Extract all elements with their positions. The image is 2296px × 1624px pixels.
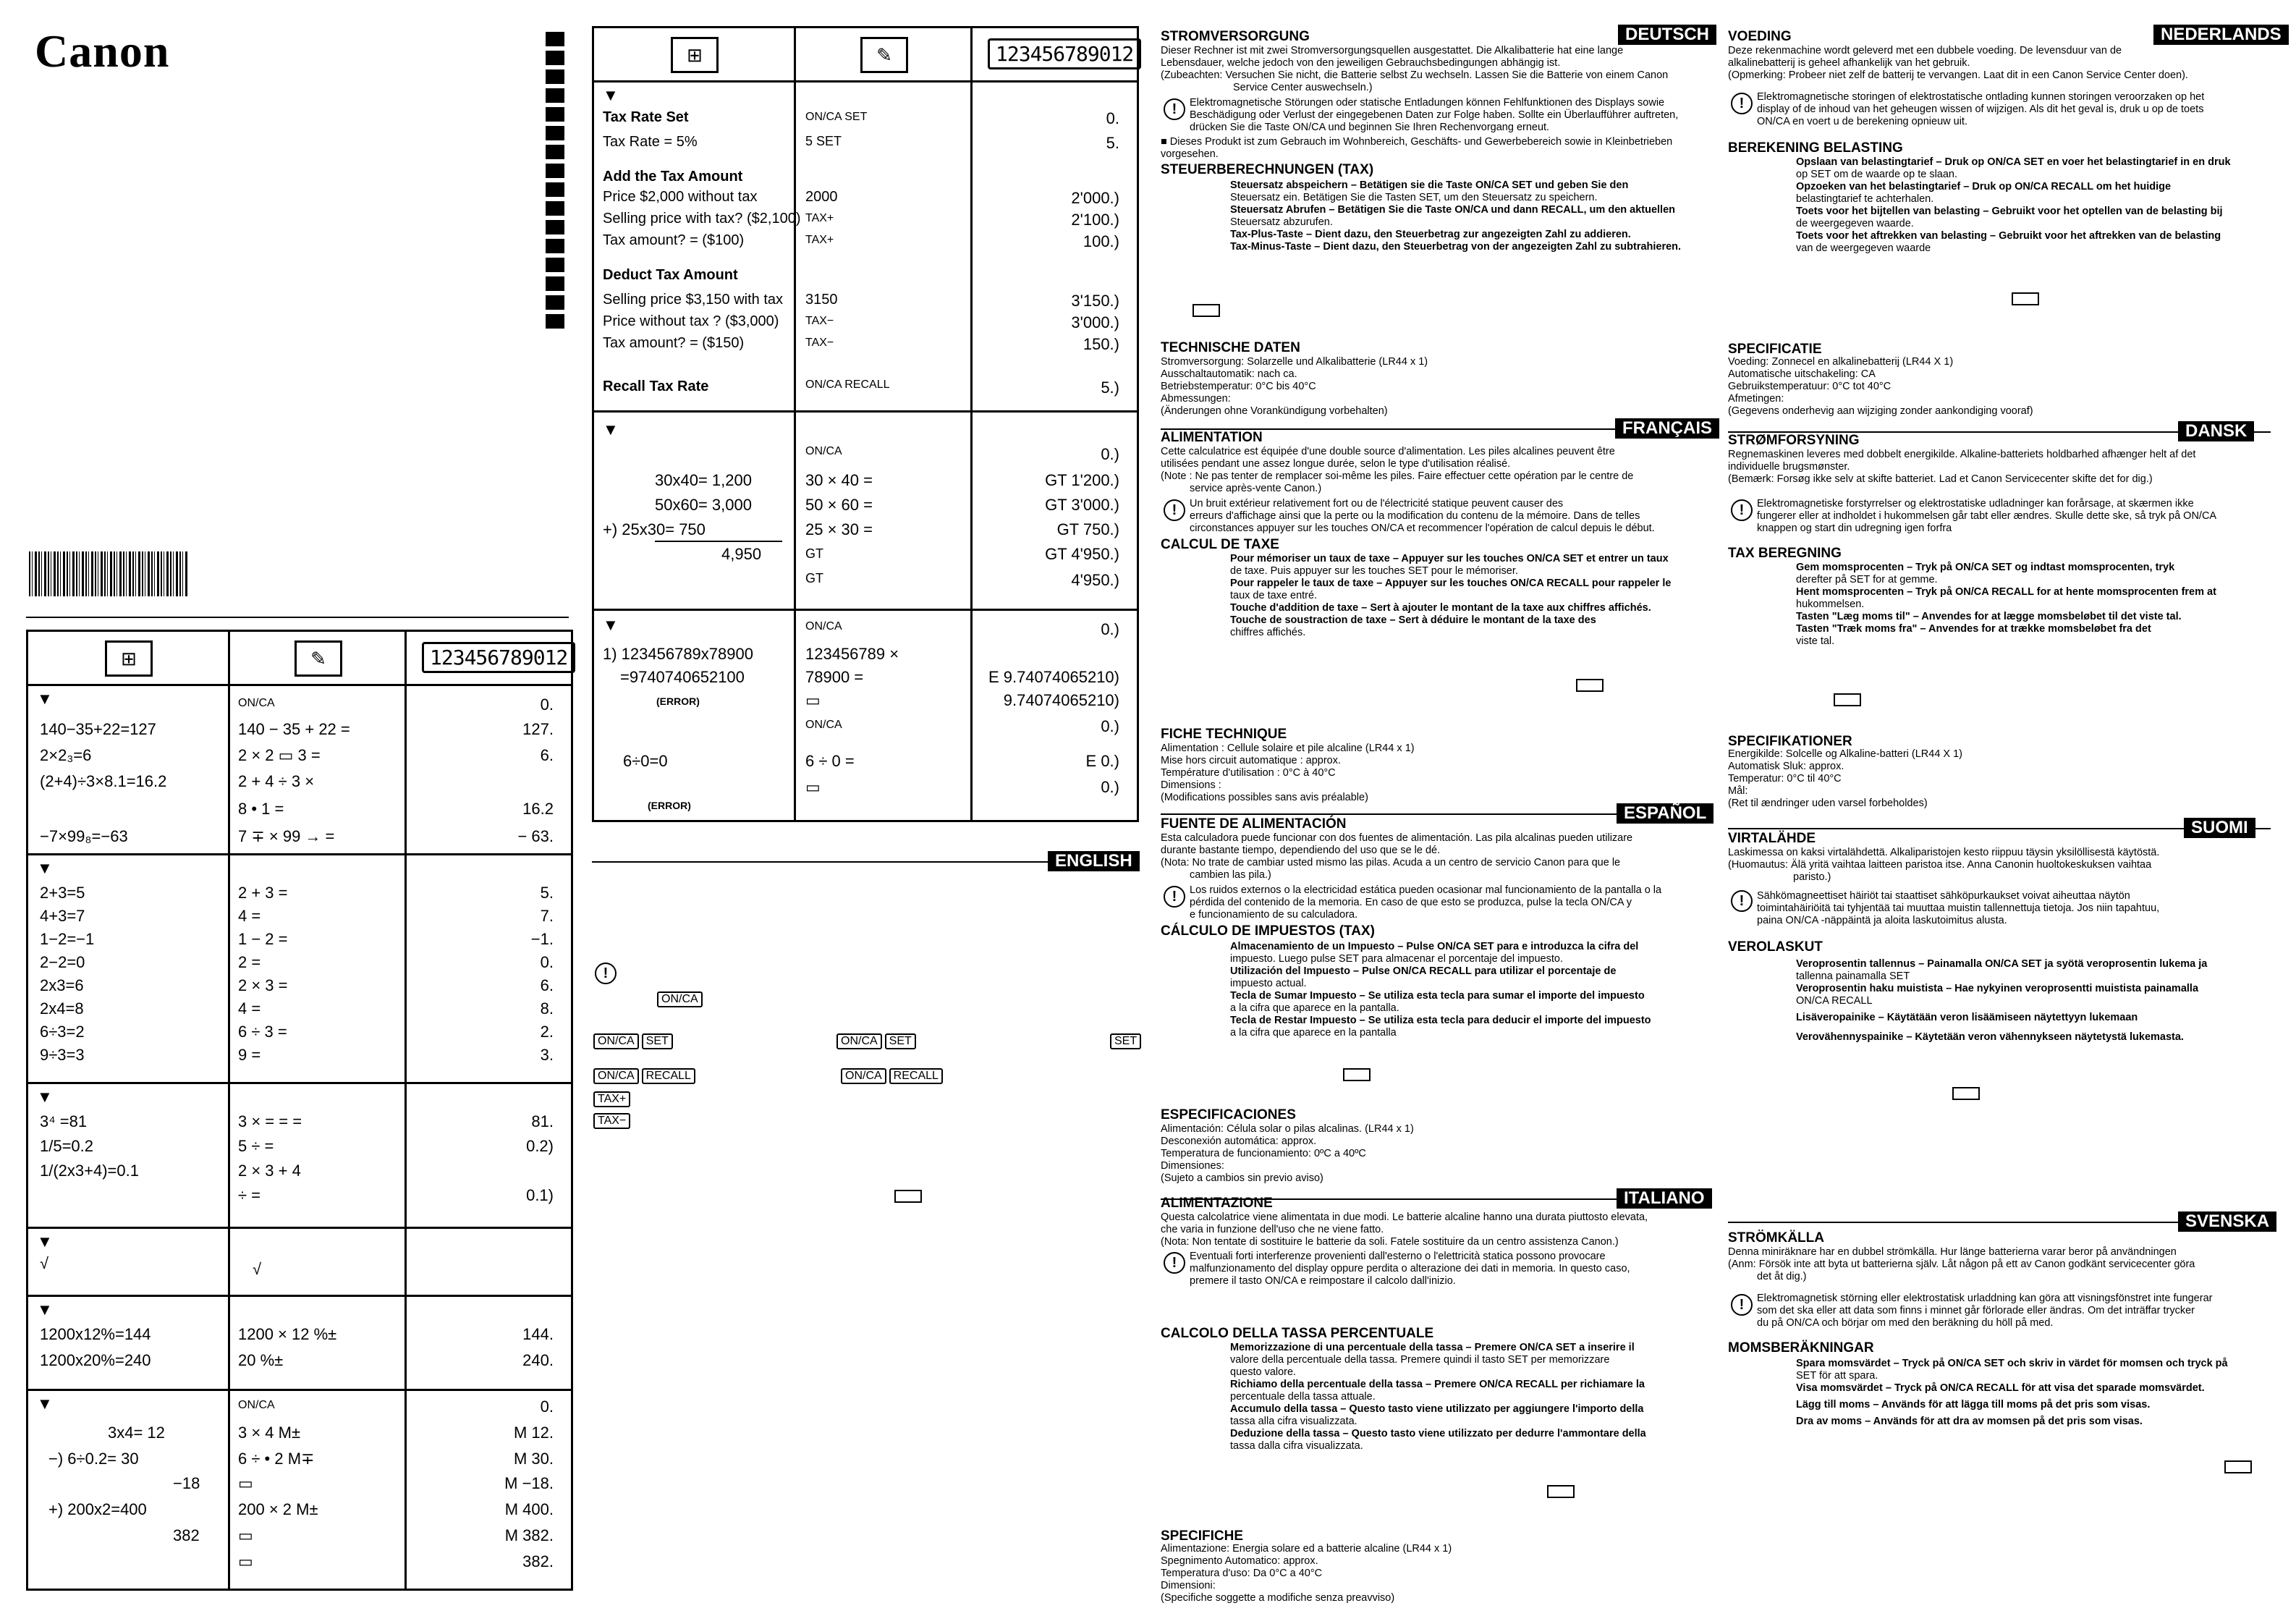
keys: ON/CA SET <box>805 111 868 123</box>
examples-table-left <box>26 630 573 1591</box>
key-on-ca: ON/CA <box>656 991 704 1007</box>
example: 140−35+22=127 <box>40 720 156 738</box>
keys: 3150 <box>805 292 838 308</box>
example: 1200x12%=144 <box>40 1325 151 1343</box>
keys: ON/CA <box>238 1399 275 1411</box>
display-value: 0.) <box>1101 717 1119 735</box>
lang-tag-svenska: SVENSKA <box>2178 1211 2276 1232</box>
display-value: 4'950.) <box>1071 571 1119 589</box>
es-heading-power: FUENTE DE ALIMENTACIÓN <box>1161 816 1347 832</box>
example: 2+3=5 <box>40 884 85 902</box>
sv-tax-text: Spara momsvärdet – Tryck på ON/CA SET och skriv in värdet för momsen och tryck på SET för att spara. Visa momsvärdet – Tryck på ON/CA RECALL för att visa det sparade momsvärdet. Lägg till moms – Används för att lägga till moms på det pris som visas. Dra av moms – Används för att dra av momsen på det pris som visas. <box>1796 1358 2228 1427</box>
display-value: 16.2 <box>522 800 554 818</box>
display-value: GT 4'950.) <box>1045 545 1119 563</box>
example: +) 25x30= 750 <box>603 520 706 538</box>
key-row-recall-left: ON/CA RECALL <box>592 1068 697 1084</box>
sum-rule <box>655 541 782 542</box>
key-row-recall-right: ON/CA RECALL <box>839 1068 944 1084</box>
section-marker: ▼ <box>37 1088 53 1106</box>
display-value: 144. <box>522 1325 554 1343</box>
keys: 2 + 3 = <box>238 884 288 902</box>
example: 6÷3=2 <box>40 1023 85 1041</box>
example: 1−2=−1 <box>40 930 95 948</box>
sv-heading-power: STRÖMKÄLLA <box>1728 1230 1824 1246</box>
da-spec-text: Energikilde: Solcelle og Alkaline-batteri (LR44 X 1) Automatisk Sluk: approx. Temperatur: 0°C til 40°C Mål: (Ret til ændringer uden varsel forbeholdes) <box>1728 748 1963 809</box>
example: 9÷3=3 <box>40 1046 85 1064</box>
display-value: 8. <box>540 999 554 1018</box>
display-value: M 382. <box>504 1526 554 1544</box>
example: 2x3=6 <box>40 976 84 994</box>
fi-heading-tax: VEROLASKUT <box>1728 939 1823 955</box>
example: (2+4)÷3×8.1=16.2 <box>40 772 167 790</box>
section-marker: ▼ <box>37 1232 53 1251</box>
examples-table-mid <box>592 26 1139 822</box>
keys: ON/CA RECALL <box>805 378 890 391</box>
display-value: M 12. <box>513 1424 554 1442</box>
keys: 140 − 35 + 22 = <box>238 720 350 738</box>
example: 382 <box>173 1526 200 1544</box>
it-heading-power: ALIMENTAZIONE <box>1161 1196 1273 1211</box>
fr-heading-power: ALIMENTATION <box>1161 430 1263 445</box>
fr-spec-text: Alimentation : Cellule solaire et pile alcaline (LR44 x 1) Mise hors circuit automatique : approx. Température d'utilisation : 0°C à 40°C Dimensions : (Modifications possibles sans avis préalable) <box>1161 743 1415 803</box>
display-value: −1. <box>530 930 554 948</box>
fr-tax-text: Pour mémoriser un taux de taxe – Appuyer sur les touches ON/CA SET et entrer un taux de taxe. Puis appuyer sur les touches SET pour le mémoriser. Pour rappeler le taux de taxe – Appuyer sur les touches ON/CA RECALL pour rappeler le taux de taxe entré. Touche d'addition de taxe – Sert à ajouter le montant de la taxe aux chiffres affichés. Touche de soustraction de taxe – Sert à déduire le montant de la taxe des chiffres affichés. <box>1230 553 1672 638</box>
pen-paper-icon: ✎ <box>860 37 908 73</box>
keys: 2 × 3 + 4 <box>238 1162 301 1180</box>
keys: 3 × = = = <box>238 1112 302 1130</box>
display-value: 5.) <box>1101 378 1119 397</box>
section-marker: ▼ <box>37 1301 53 1319</box>
keys: 50 × 60 = <box>805 496 873 514</box>
it-warning-text: Eventuali forti interferenze provenienti dall'esterno o l'elettricità statica possono provocare malfunzionamento del display oppure perdita o alterazione dei dati in memoria. In questo caso, premere il tasto ON/CA e reimpostare il calcolo dall'inizio. <box>1190 1251 1630 1287</box>
keys: 6 ÷ 0 = <box>805 752 855 770</box>
keys: 4 = <box>238 907 261 925</box>
display-value: 150.) <box>1083 335 1119 353</box>
keys: 2000 <box>805 189 838 205</box>
da-heading-tax: TAX BEREGNING <box>1728 546 1842 561</box>
example: 1) 123456789x78900 <box>603 645 753 663</box>
example: Tax amount? = ($150) <box>603 335 745 351</box>
display-value: 2'100.) <box>1071 211 1119 229</box>
fi-tax-text: Veroprosentin tallennus – Painamalla ON/CA SET ja syötä veroprosentin lukema ja tallenna painamalla SET Veroprosentin haku muistista – Hae nykyinen veroprosentti muistista painamalla ON/CA RECALL Lisäveropainike – Käytätään veron lisäämiseen näytettyyn lukemaan Verovähennyspainike – Käytetään veron vähennykseen näytetystä lukemasta. <box>1796 958 2208 1043</box>
display-value: 0. <box>540 695 554 714</box>
nl-heading-spec: SPECIFICATIE <box>1728 342 1822 357</box>
example: 2x4=8 <box>40 999 84 1018</box>
fr-heading-tax: CALCUL DE TAXE <box>1161 537 1279 552</box>
display-value: 0.) <box>1101 620 1119 638</box>
page-box <box>1834 693 1861 706</box>
it-heading-spec: SPECIFICHE <box>1161 1528 1244 1544</box>
display-value: 6. <box>540 746 554 764</box>
keys: TAX+ <box>805 234 834 246</box>
barcode <box>29 551 188 596</box>
display-value: 5. <box>1106 134 1119 152</box>
keys: ON/CA <box>805 620 842 633</box>
example: 30x40= 1,200 <box>655 471 752 489</box>
display-value: 3'150.) <box>1071 292 1119 310</box>
display-value: 7. <box>540 907 554 925</box>
nl-power-text: Deze rekenmachine wordt geleverd met een dubbele voeding. De levensduur van de alkalinebatterij is geheel afhankelijk van het gebruik. (Opmerking: Probeer niet zelf de batterij te vervangen. Laat dit in een Canon Service Center doen). <box>1728 45 2188 81</box>
lang-tag-espanol: ESPAÑOL <box>1617 803 1713 824</box>
de-power-text: Dieser Rechner ist mit zwei Stromversorgungsquellen ausgestattet. Die Alkalibatterie hat eine lange Lebensdauer, welche jedoch von den jeweiligen Gebrauchsbedingungen abhängig ist. (Zubeachten: Versuchen Sie nicht, die Batterie selbst Zu wechseln. Lassen Sie die Batterie von einem Canon Service Center auswechseln.) <box>1161 45 1669 93</box>
es-heading-tax: CÁLCULO DE IMPUESTOS (TAX) <box>1161 923 1375 939</box>
display-value: E 0.) <box>1085 752 1119 770</box>
de-heading-power: STROMVERSORGUNG <box>1161 29 1310 44</box>
nl-spec-text: Voeding: Zonnecel en alkalinebatterij (LR44 X 1) Automatische uitschakeling: CA Gebruikstemperatuur: 0°C tot 40°C Afmetingen: (Gegevens onderhevig aan wijziging zonder aankondiging vooraf) <box>1728 356 2033 417</box>
display-value: 100.) <box>1083 232 1119 250</box>
example: Price without tax ? ($3,000) <box>603 313 779 329</box>
lang-tag-deutsch: DEUTSCH <box>1618 25 1716 45</box>
display-value: 240. <box>522 1351 554 1369</box>
warning-icon: ! <box>1164 886 1185 908</box>
example: 2×2₃=6 <box>40 746 92 764</box>
section-marker: ▼ <box>603 86 619 104</box>
es-spec-text: Alimentación: Célula solar o pilas alcalinas. (LR44 x 1) Desconexión automática: approx. Temperatura de funcionamiento: 0ºC a 40ºC Dimensiones: (Sujeto a cambios sin previo aviso) <box>1161 1123 1414 1184</box>
display-value: 0. <box>540 953 554 971</box>
example: Tax Rate Set <box>603 109 689 125</box>
page-box <box>2224 1460 2252 1473</box>
it-spec-text: Alimentazione: Energia solare ed a batterie alcaline (LR44 x 1) Spegnimento Automatico: approx. Temperatura d'uso: Da 0°C a 40°C Dimensioni: (Specifiche soggette a modifiche senza preavviso) <box>1161 1543 1452 1604</box>
it-tax-text: Memorizzazione di una percentuale della tassa – Premere ON/CA SET a inserire il valore della percentuale della tassa. Premere quindi il tasto SET per memorizzare questo valore. Richiamo della percentuale della tassa – Premere ON/CA RECALL per richiamare la percentuale della tassa attuale. Accumulo della tassa – Questo tasto viene utilizzato per aggiungere l'importo della tassa alla cifra visualizzata. Deduzione della tassa – Questo tasto viene utilizzato per dedurre l'ammontare della tassa dalla cifra visualizzata. <box>1230 1342 1646 1452</box>
display-value: M −18. <box>504 1474 554 1492</box>
nl-warning-text: Elektromagnetische storingen of elektrostatische ontlading kunnen storingen veroorzaken op het display of de inhoud van het geheugen wissen of wijzigen. Als dit het geval is, druk u op de toets ON/CA en voert u de berekening opnieuw uit. <box>1757 91 2205 127</box>
es-tax-text: Almacenamiento de un Impuesto – Pulse ON/CA SET para e introduzca la cifra del impuesto. Luego pulse SET para almacenar el porcentaje del impuesto. Utilización del Impuesto – Pulse ON/CA RECALL para utilizar el porcentaje de impuesto actual. Tecla de Sumar Impuesto – Se utiliza esta tecla para sumar el importe del impuesto a la cifra que aparece en la pantalla. Tecla de Restar Impuesto – Se utiliza esta tecla para deducir el importe del impuesto a la cifra que aparece en la pantalla <box>1230 941 1651 1039</box>
example: 2−2=0 <box>40 953 85 971</box>
it-heading-tax: CALCOLO DELLA TASSA PERCENTUALE <box>1161 1326 1434 1341</box>
nl-tax-text: Opslaan van belastingtarief – Druk op ON/CA SET en voer het belastingtarief in en druk op SET om de waarde op te slaan. Opzoeken van het belastingtarief – Druk op ON/CA RECALL om het huidige belastingtarief te achterhalen. Toets voor het bijtellen van belasting – Gebruikt voor het optellen van de belasting bij de weergegeven waarde. Toets voor het aftrekken van belasting – Gebruikt voor het aftrekken van de belasting van de weergegeven waarde <box>1796 156 2231 254</box>
keys: 2 + 4 ÷ 3 × <box>238 772 315 790</box>
keys: 200 × 2 M± <box>238 1500 318 1518</box>
display-value: 81. <box>531 1112 554 1130</box>
sv-warning-text: Elektromagnetisk störning eller elektrostatisk urladdning kan göra att visningsfönstret inte fungerar som det ska eller att data som finns i minnet går förlorade eller ändras. Om det inträffar trycker du på ON/CA och börjar om med den beräkning du höll på med. <box>1757 1293 2213 1329</box>
example: −) 6÷0.2= 30 <box>48 1450 139 1468</box>
example: Tax Rate = 5% <box>603 134 698 150</box>
warning-icon: ! <box>595 963 617 984</box>
divider <box>26 617 569 618</box>
display-value: − 63. <box>517 827 554 845</box>
sv-power-text: Denna miniräknare har en dubbel strömkälla. Hur länge batterierna varar beror på användningen (Anm: Försök inte att byta ut batterierna själv. Låt någon på ett av Canon godkänt servicecenter göra det åt dig.) <box>1728 1246 2195 1282</box>
display-value: 0.) <box>1101 778 1119 796</box>
display-value: 3. <box>540 1046 554 1064</box>
example: Deduct Tax Amount <box>603 267 738 283</box>
keys: 30 × 40 = <box>805 471 873 489</box>
display-value: 5. <box>540 884 554 902</box>
keys: 9 = <box>238 1046 261 1064</box>
keys: ▭ <box>238 1526 253 1544</box>
lang-tag-english: ENGLISH <box>1048 851 1140 871</box>
example: 1/(2x3+4)=0.1 <box>40 1162 139 1180</box>
display-value: 0.2) <box>526 1137 554 1155</box>
example: 4+3=7 <box>40 907 85 925</box>
keys: ▭ <box>238 1474 253 1492</box>
example: =9740740652100 <box>620 668 745 686</box>
display-value: 3'000.) <box>1071 313 1119 331</box>
lang-tag-italiano: ITALIANO <box>1617 1188 1712 1209</box>
de-heading-spec: TECHNISCHE DATEN <box>1161 340 1300 355</box>
display-value: 2. <box>540 1023 554 1041</box>
example: 3x4= 12 <box>108 1424 165 1442</box>
example: 6÷0=0 <box>623 752 668 770</box>
keys: ON/CA <box>805 719 842 731</box>
lang-tag-dansk: DANSK <box>2178 421 2254 441</box>
display-value: 0. <box>1106 109 1119 127</box>
section-marker: ▼ <box>603 420 619 439</box>
root-key: √ <box>253 1260 262 1278</box>
page-box <box>1952 1087 1980 1100</box>
example: 50x60= 3,000 <box>655 496 752 514</box>
registration-marks <box>546 32 564 333</box>
keys: 8 • 1 = <box>238 800 284 818</box>
nl-heading-tax: BEREKENING BELASTING <box>1728 140 1903 156</box>
example: +) 200x2=400 <box>48 1500 147 1518</box>
section-marker: ▼ <box>37 859 53 877</box>
display-value: 9.74074065210) <box>1003 691 1119 709</box>
keys: GT <box>805 571 823 585</box>
es-power-text: Esta calculadora puede funcionar con dos fuentes de alimentación. Las pila alcalinas pueden utilizare durante bastante tiempo, dependiendo del uso que se le dé. (Nota: No trate de cambiar usted mismo las pilas. Acuda a un centro de servicio Canon para que le cambien las pila.) <box>1161 832 1633 881</box>
keys: ÷ = <box>238 1186 261 1204</box>
keys: ▭ <box>805 691 821 709</box>
keys: TAX− <box>805 315 834 327</box>
display-value: M 30. <box>513 1450 554 1468</box>
section-marker: ▼ <box>37 690 53 708</box>
example: −18 <box>173 1474 200 1492</box>
page-box <box>1547 1485 1575 1498</box>
lang-tag-suomi: SUOMI <box>2184 818 2255 838</box>
fi-warning-text: Sähkömagneettiset häiriöt tai staattiset sähköpurkaukset voivat aiheuttaa näytön toimintahäiriöitä tai tyhjentää tai muuttaa muistin tallennettuja tietoja. Jos niin tapahtuu, paina ON/CA -näppäintä ja aloita laskutoimitus alusta. <box>1757 890 2160 926</box>
da-tax-text: Gem momsprocenten – Tryk på ON/CA SET og indtast momsprocenten, tryk derefter på SET for at gemme. Hent momsprocenten – Tryk på ON/CA RECALL for at hente momsprocenten frem at hukommelsen. Tasten "Læg moms til" – Anvendes for at lægge momsbeløbet til det viste tal. Tasten "Træk moms fra" – Anvendes for at trække momsbeløbet fra det viste tal. <box>1796 562 2216 647</box>
display-value: GT 3'000.) <box>1045 496 1119 514</box>
de-heading-tax: STEUERBERECHNUNGEN (TAX) <box>1161 162 1374 177</box>
example: Tax amount? = ($100) <box>603 232 745 248</box>
example: 1200x20%=240 <box>40 1351 151 1369</box>
sv-heading-tax: MOMSBERÄKNINGAR <box>1728 1340 1874 1356</box>
error-label: (ERROR) <box>648 800 691 811</box>
lang-tag-nederlands: NEDERLANDS <box>2153 25 2289 45</box>
example: 3⁴ =81 <box>40 1112 88 1130</box>
key-set-far: SET <box>1109 1033 1143 1049</box>
de-spec-text: Stromversorgung: Solarzelle und Alkalibatterie (LR44 x 1) Ausschaltautomatik: nach ca. Betriebstemperatur: 0°C bis 40°C Abmessungen: (Änderungen ohne Vorankündigung vorbehalten) <box>1161 356 1428 417</box>
keys: TAX− <box>805 337 834 349</box>
keys: 5 ÷ = <box>238 1137 274 1155</box>
page-box <box>2012 292 2039 305</box>
keys: 7 ∓ × 99 → = <box>238 827 335 845</box>
display-value: 127. <box>522 720 554 738</box>
display-value: M 400. <box>504 1500 554 1518</box>
de-warning-text: Elektromagnetische Störungen oder statische Entladungen können Fehlfunktionen des Displays sowie Beschädigung oder Verlust der eingegebenen Daten zur Folge haben. Sollte ein Überlaufführer auftreten, drücken Sie die Taste ON/CA und beginnen Sie Ihren Rechenvorgang erneut. <box>1190 97 1679 133</box>
example: Selling price with tax? ($2,100) <box>603 211 801 227</box>
page-box <box>894 1190 922 1203</box>
keys: 1200 × 12 %± <box>238 1325 337 1343</box>
display-value: GT 1'200.) <box>1045 471 1119 489</box>
es-heading-spec: ESPECIFICACIONES <box>1161 1107 1296 1122</box>
key-row-set-right: ON/CA SET <box>835 1033 918 1049</box>
key-tax-minus: TAX− <box>592 1113 632 1129</box>
display-value: 0.1) <box>526 1186 554 1204</box>
calc-grid-icon: ⊞ <box>105 640 153 677</box>
display-value: 0.) <box>1101 445 1119 463</box>
keys: 20 %± <box>238 1351 284 1369</box>
page-box <box>1576 679 1604 692</box>
keys: 5 SET <box>805 134 842 148</box>
keys: 4 = <box>238 999 261 1018</box>
keys: 78900 = <box>805 668 864 686</box>
da-power-text: Regnemaskinen leveres med dobbelt energikilde. Alkaline-batteriets holdbarhed afhænger helt af det individuelle brugsmønster. (Bemærk: Forsøg ikke selv at skifte batteriet. Lad et Canon Servicecenter skifte det for dig.) <box>1728 449 2196 485</box>
warning-icon: ! <box>1164 98 1185 120</box>
da-heading-spec: SPECIFIKATIONER <box>1728 734 1852 749</box>
nl-heading-power: VOEDING <box>1728 29 1792 44</box>
keys: ▭ <box>238 1552 253 1570</box>
keys: ON/CA <box>238 697 275 709</box>
warning-icon: ! <box>1731 890 1753 912</box>
display-value: 6. <box>540 976 554 994</box>
keys: 2 × 3 = <box>238 976 288 994</box>
da-heading-power: STRØMFORSYNING <box>1728 433 1860 448</box>
keys: TAX+ <box>805 212 834 224</box>
keys: 3 × 4 M± <box>238 1424 301 1442</box>
keys: 6 ÷ • 2 M∓ <box>238 1450 315 1468</box>
lang-tag-francais: FRANÇAIS <box>1615 418 1719 439</box>
da-warning-text: Elektromagnetiske forstyrrelser og elektrostatiske udladninger kan forårsage, at skærmen ikke fungerer eller at indholdet i hukommelsen går tabt eller ændres. Skulle dette ske, så tryk på ON/CA knappen og start din udregning igen forfra <box>1757 498 2217 534</box>
warning-icon: ! <box>1731 93 1753 114</box>
lcd-display: 123456789012 <box>422 642 575 673</box>
keys: GT <box>805 546 823 561</box>
lcd-display: 123456789012 <box>988 38 1141 69</box>
fi-power-text: Laskimessa on kaksi virtalähdettä. Alkaliparistojen kesto riippuu täysin yksilöllisestä käytöstä. (Huomautus: Älä yritä vaihtaa laitteen paristoa itse. Anna Canonin huoltokeskuksen vaihtaa paristo.) <box>1728 847 2160 883</box>
warning-icon: ! <box>1164 1252 1185 1274</box>
key-row-set-left: ON/CA SET <box>592 1033 674 1049</box>
display-value: 382. <box>522 1552 554 1570</box>
example: −7×99₈=−63 <box>40 827 128 845</box>
root-symbol: √ <box>40 1254 49 1272</box>
example: Price $2,000 without tax <box>603 189 758 205</box>
display-value: E 9.74074065210) <box>988 668 1119 686</box>
keys: ON/CA <box>805 445 842 457</box>
keys: 123456789 × <box>805 645 899 663</box>
keys: 1 − 2 = <box>238 930 288 948</box>
de-product-note: ■ Dieses Produkt ist zum Gebrauch im Wohnbereich, Geschäfts- und Gewerbebereich sowie in Kleinbetrieben vorgesehen. <box>1161 136 1673 160</box>
de-tax-text: Steuersatz abspeichern – Betätigen sie die Taste ON/CA SET und geben Sie den Steuersatz ein. Betätigen Sie die Tasten SET, um den Steuersatz zu speichern. Steuersatz Abrufen – Betätigen Sie die Taste ON/CA und dann RECALL, um den aktuellen Steuersatz abzurufen. Tax-Plus-Taste – Dient dazu, den Steuerbetrag zur angezeigten Zahl zu addieren. Tax-Minus-Taste – Dient dazu, den Steuerbetrag von der angezeigten Zahl zu subtrahieren. <box>1230 179 1682 253</box>
warning-icon: ! <box>1731 1294 1753 1316</box>
page-box <box>1193 304 1220 317</box>
fr-heading-spec: FICHE TECHNIQUE <box>1161 727 1287 742</box>
fi-heading-power: VIRTALÄHDE <box>1728 831 1816 846</box>
example: Selling price $3,150 with tax <box>603 292 784 308</box>
warning-icon: ! <box>1164 499 1185 521</box>
keys: 25 × 30 = <box>805 520 873 538</box>
keys: ▭ <box>805 778 821 796</box>
it-power-text: Questa calcolatrice viene alimentata in due modi. Le batterie alcaline hanno una durata piuttosto elevata, che varia in funzione dell'uso che ne viene fatto. (Nota: Non tentate di sostituire le batterie da soli. Fatele sostituire da un centro assistenza Canon.) <box>1161 1211 1648 1248</box>
display-value: GT 750.) <box>1056 520 1119 538</box>
key-tax-plus: TAX+ <box>592 1091 632 1107</box>
canon-logo: Canon <box>35 25 170 77</box>
page-box <box>1343 1068 1371 1081</box>
keys: 6 ÷ 3 = <box>238 1023 287 1041</box>
display-value: 0. <box>540 1397 554 1416</box>
section-marker: ▼ <box>603 616 619 634</box>
example: 1/5=0.2 <box>40 1137 94 1155</box>
example: 4,950 <box>721 545 762 563</box>
example: Add the Tax Amount <box>603 169 743 185</box>
display-value: 2'000.) <box>1071 189 1119 207</box>
calc-grid-icon: ⊞ <box>671 37 719 73</box>
pen-paper-icon: ✎ <box>295 640 342 677</box>
es-warning-text: Los ruidos externos o la electricidad estática pueden ocasionar mal funcionamiento de la pantalla o la pérdida del contenido de la memoria. En caso de que esto se produzca, pulse la tecla ON/CA y e funcionamiento de su calculadora. <box>1190 884 1662 921</box>
keys: 2 = <box>238 953 261 971</box>
keys: 2 × 2 ▭ 3 = <box>238 746 321 764</box>
error-label: (ERROR) <box>656 695 700 707</box>
fr-warning-text: Un bruit extérieur relativement fort ou de l'électricité statique peuvent causer des erreurs d'affichage ainsi que la perte ou la modification du contenu de la mémoire. Dans de telles circonstances appuyer sur les touches ON/CA et recommencer l'opération de calcul depuis le début. <box>1190 498 1655 534</box>
fr-power-text: Cette calculatrice est équipée d'une double source d'alimentation. Les piles alcalines peuvent être utilisées pendant une assez longue durée, selon le type d'utilisation réalisé. (Note : Ne pas tenter de remplacer soi-même les piles. Faire effectuer cette opération par le centre de service après-vente Canon.) <box>1161 446 1634 494</box>
example: Recall Tax Rate <box>603 378 709 394</box>
warning-icon: ! <box>1731 499 1753 521</box>
section-marker: ▼ <box>37 1395 53 1413</box>
